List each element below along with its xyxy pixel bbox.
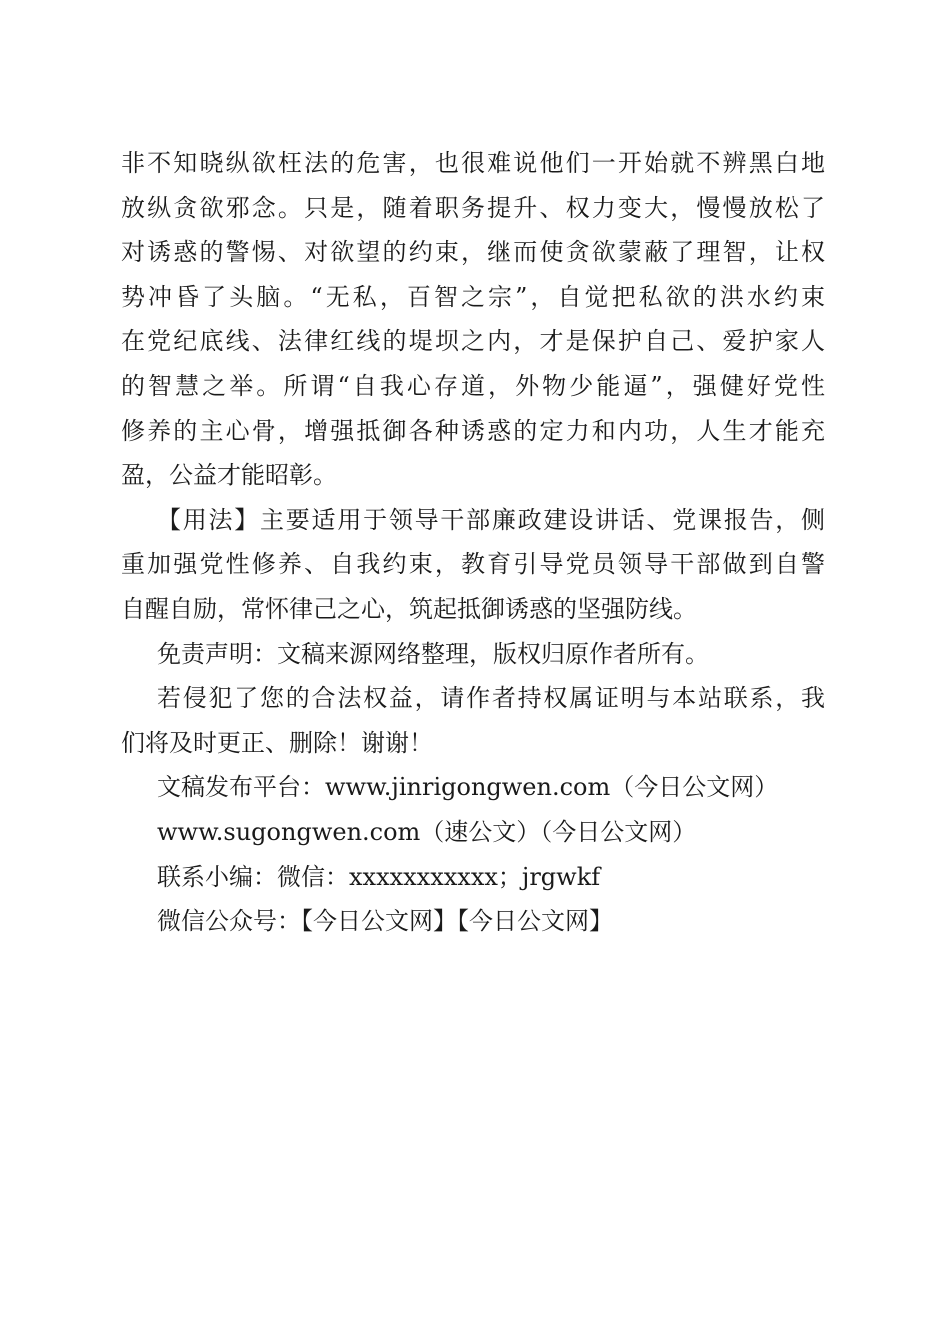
paragraph-platform-alt (121, 810, 825, 855)
text-line: 联系小编：微信：xxxxxxxxxxx；jrgwkf (157, 862, 601, 891)
text-line: 对诱惑的警惕、对欲望的约束，继而使贪欲蒙蔽了理智，让权 (121, 238, 825, 267)
paragraph-platform (121, 765, 825, 810)
text-line: 【用法】主要适用于领导干部廉政建设讲话、党课报告，侧 (157, 505, 825, 534)
text-line: 放纵贪欲邪念。只是，随着职务提升、权力变大，慢慢放松了 (121, 193, 825, 222)
text-line: www.sugongwen.com（速公文）（今日公文网） (157, 817, 697, 846)
paragraph-usage (121, 498, 825, 632)
text-line: 修养的主心骨，增强抵御各种诱惑的定力和内功，人生才能充 (121, 416, 825, 445)
text-line: 文稿发布平台：www.jinrigongwen.com（今日公文网） (157, 773, 779, 802)
text-line: 免责声明：文稿来源网络整理，版权归原作者所有。 (157, 639, 709, 668)
text-line: 在党纪底线、法律红线的堤坝之内，才是保护自己、爱护家人 (121, 327, 825, 356)
text-line: 微信公众号：【今日公文网】【今日公文网】 (157, 907, 613, 936)
text-line: 们将及时更正、删除！谢谢！ (121, 728, 433, 757)
text-line: 重加强党性修养、自我约束，教育引导党员领导干部做到自警 (121, 550, 825, 579)
paragraph-contact (121, 855, 825, 900)
paragraph-wechat-account (121, 899, 825, 944)
text-line: 非不知晓纵欲枉法的危害，也很难说他们一开始就不辨黑白地 (121, 149, 825, 177)
text-line: 势冲昏了头脑。“无私，百智之宗”，自觉把私欲的洪水约束 (121, 282, 825, 311)
document-body (121, 141, 825, 944)
text-line: 的智慧之举。所谓“自我心存道，外物少能逼”，强健好党性 (121, 371, 825, 400)
text-line: 自醒自励，常怀律己之心，筑起抵御诱惑的坚强防线。 (121, 594, 697, 623)
paragraph-disclaimer (121, 632, 825, 677)
text-line: 若侵犯了您的合法权益，请作者持权属证明与本站联系，我 (157, 684, 825, 713)
paragraph-main (121, 141, 825, 498)
text-line: 盈，公益才能昭彰。 (121, 461, 337, 490)
paragraph-infringement-notice (121, 676, 825, 765)
